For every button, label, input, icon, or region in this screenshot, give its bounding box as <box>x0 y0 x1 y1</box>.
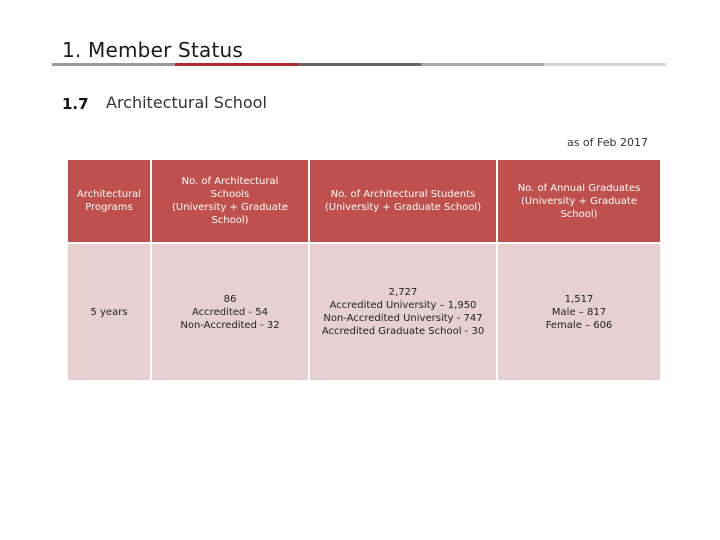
cell-line: Male – 817 <box>551 306 607 318</box>
header-line: School) <box>560 208 598 220</box>
rule-segment <box>544 63 666 66</box>
cell-graduates <box>497 243 661 381</box>
header-line: Architectural <box>76 189 142 200</box>
header-programs <box>67 159 151 243</box>
header-schools <box>151 159 309 243</box>
cell-line: Non-Accredited - 32 <box>180 319 280 331</box>
header-line: Schools <box>210 189 250 200</box>
rule-segment <box>52 63 175 66</box>
header-line: (University + Graduate <box>172 202 288 213</box>
cell-line: Accredited - 54 <box>192 306 268 318</box>
cell-programs <box>67 243 151 381</box>
cell-line: 2,727 <box>388 287 418 298</box>
header-line: (University + Graduate School) <box>324 202 482 213</box>
title-underline <box>52 63 666 66</box>
cell-line: 5 years <box>90 306 128 318</box>
cell-line: Accredited Graduate School - 30 <box>321 326 485 337</box>
cell-schools <box>151 243 309 381</box>
section-number: 1.7 <box>62 95 89 113</box>
header-students <box>309 159 497 243</box>
cell-line: Non-Accredited University - 747 <box>323 313 483 324</box>
rule-segment <box>421 63 544 66</box>
header-line: Programs <box>85 202 133 213</box>
header-line: No. of Annual Graduates <box>517 182 641 194</box>
slide-title: 1. Member Status <box>62 38 243 62</box>
header-line: School) <box>211 215 249 226</box>
member-status-table <box>66 158 662 382</box>
cell-students <box>309 243 497 381</box>
header-line: (University + Graduate <box>521 195 637 207</box>
header-line: No. of Architectural <box>181 176 279 187</box>
cell-line: 86 <box>223 293 237 305</box>
cell-line: Accredited University – 1,950 <box>329 300 477 311</box>
as-of-date: as of Feb 2017 <box>566 136 648 149</box>
header-line: No. of Architectural Students <box>330 189 476 200</box>
rule-segment <box>298 63 421 66</box>
header-graduates <box>497 159 661 243</box>
cell-line: 1,517 <box>564 293 594 305</box>
rule-segment-accent <box>175 63 298 66</box>
cell-line: Female – 606 <box>545 319 613 331</box>
section-title: Architectural School <box>106 93 267 112</box>
table-header-row <box>67 159 661 243</box>
table-row <box>67 243 661 381</box>
